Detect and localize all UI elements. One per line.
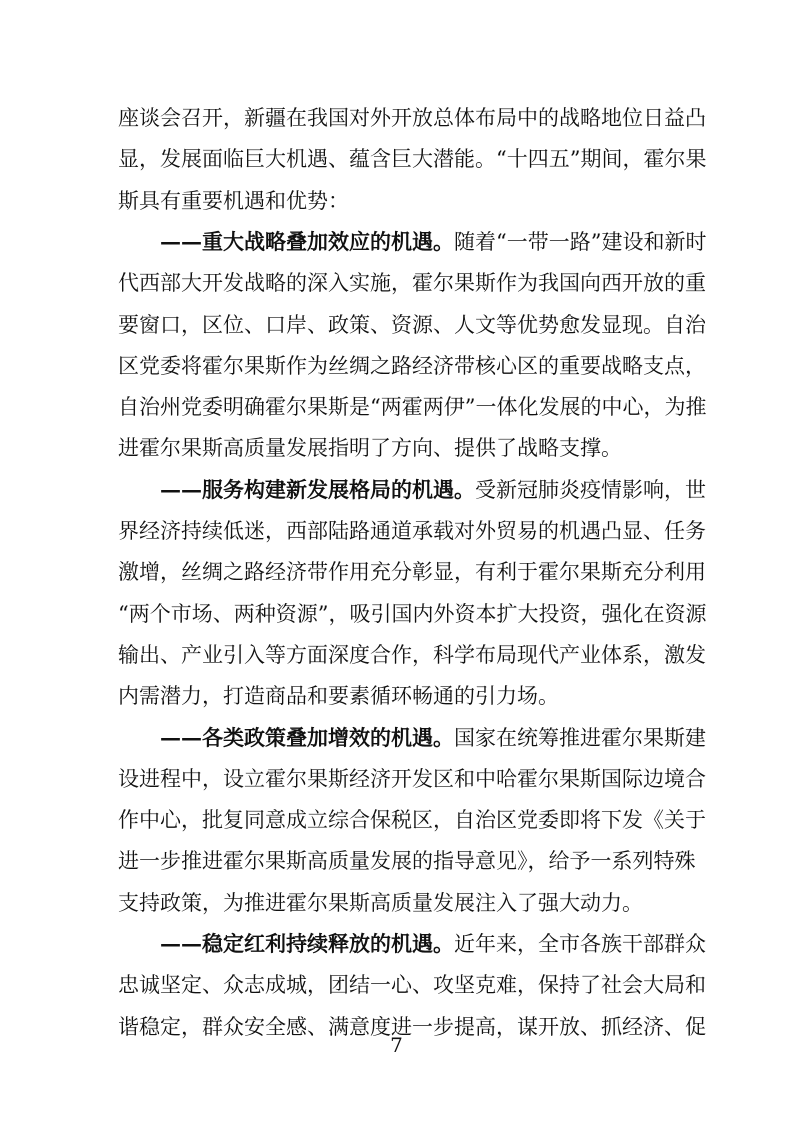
section-heading-line bbox=[160, 718, 706, 758]
section-heading: ——服务构建新发展格局的机遇。 bbox=[160, 476, 475, 502]
body-text-line: 斯具有重要机遇和优势： bbox=[118, 188, 349, 213]
body-text-line: 忠诚坚定、众志成城，团结一心、攻坚克难，保持了社会大局和 bbox=[118, 973, 706, 998]
body-text-line: 进霍尔果斯高质量发展指明了方向、提供了战略支撑。 bbox=[118, 436, 622, 461]
section-heading-line bbox=[160, 222, 707, 262]
body-text-line: 激增，丝绸之路经济带作用充分彰显，有利于霍尔果斯充分利用 bbox=[118, 560, 706, 585]
body-text: 国家在统筹推进霍尔果斯建 bbox=[454, 725, 706, 750]
section-heading: ——重大战略叠加效应的机遇。 bbox=[160, 228, 454, 254]
body-text-line: 界经济持续低迷，西部陆路通道承载对外贸易的机遇凸显、任务 bbox=[118, 519, 706, 543]
body-text: 近年来，全市各族干部群众 bbox=[454, 932, 706, 956]
body-text: 随着“一带一路”建设和新时 bbox=[454, 229, 707, 254]
body-text-line: 座谈会召开，新疆在我国对外开放总体布局中的战略地位日益凸 bbox=[118, 106, 706, 130]
body-text-line: 代西部大开发战略的深入实施，霍尔果斯作为我国向西开放的重 bbox=[118, 271, 706, 296]
body-text-line: 自治州党委明确霍尔果斯是“两霍两伊”一体化发展的中心，为推 bbox=[118, 395, 707, 420]
body-text-line: 设进程中，设立霍尔果斯经济开发区和中哈霍尔果斯国际边境合 bbox=[118, 766, 706, 791]
body-text-line: 作中心，批复同意成立综合保税区，自治区党委即将下发《关于 bbox=[118, 808, 706, 833]
body-text-line: 区党委将霍尔果斯作为丝绸之路经济带核心区的重要战略支点， bbox=[118, 353, 706, 378]
body-text-line: 谐稳定，群众安全感、满意度进一步提高，谋开放、抓经济、促 bbox=[118, 1014, 706, 1039]
body-text-line: 显，发展面临巨大机遇、蕴含巨大潜能。“十四五”期间，霍尔果 bbox=[118, 147, 707, 172]
section-heading-line bbox=[160, 924, 706, 964]
body-text-line: 要窗口，区位、口岸、政策、资源、人文等优势愈发显现。自治 bbox=[118, 312, 706, 337]
section-heading-line bbox=[160, 470, 706, 510]
body-text-line: 支持政策，为推进霍尔果斯高质量发展注入了强大动力。 bbox=[118, 890, 643, 915]
section-heading: ——稳定红利持续释放的机遇。 bbox=[160, 931, 454, 956]
body-text-line: 输出、产业引入等方面深度合作，科学布局现代产业体系，激发 bbox=[118, 642, 706, 667]
body-text: 受新冠肺炎疫情影响，世 bbox=[475, 477, 706, 502]
section-heading: ——各类政策叠加增效的机遇。 bbox=[160, 724, 454, 750]
body-text-line: “两个市场、两种资源”，吸引国内外资本扩大投资，强化在资源 bbox=[118, 601, 707, 626]
body-text-line: 内需潜力，打造商品和要素循环畅通的引力场。 bbox=[118, 684, 559, 709]
body-text-line: 进一步推进霍尔果斯高质量发展的指导意见》，给予一系列特殊 bbox=[118, 849, 696, 874]
page-number: 7 bbox=[390, 1033, 403, 1057]
